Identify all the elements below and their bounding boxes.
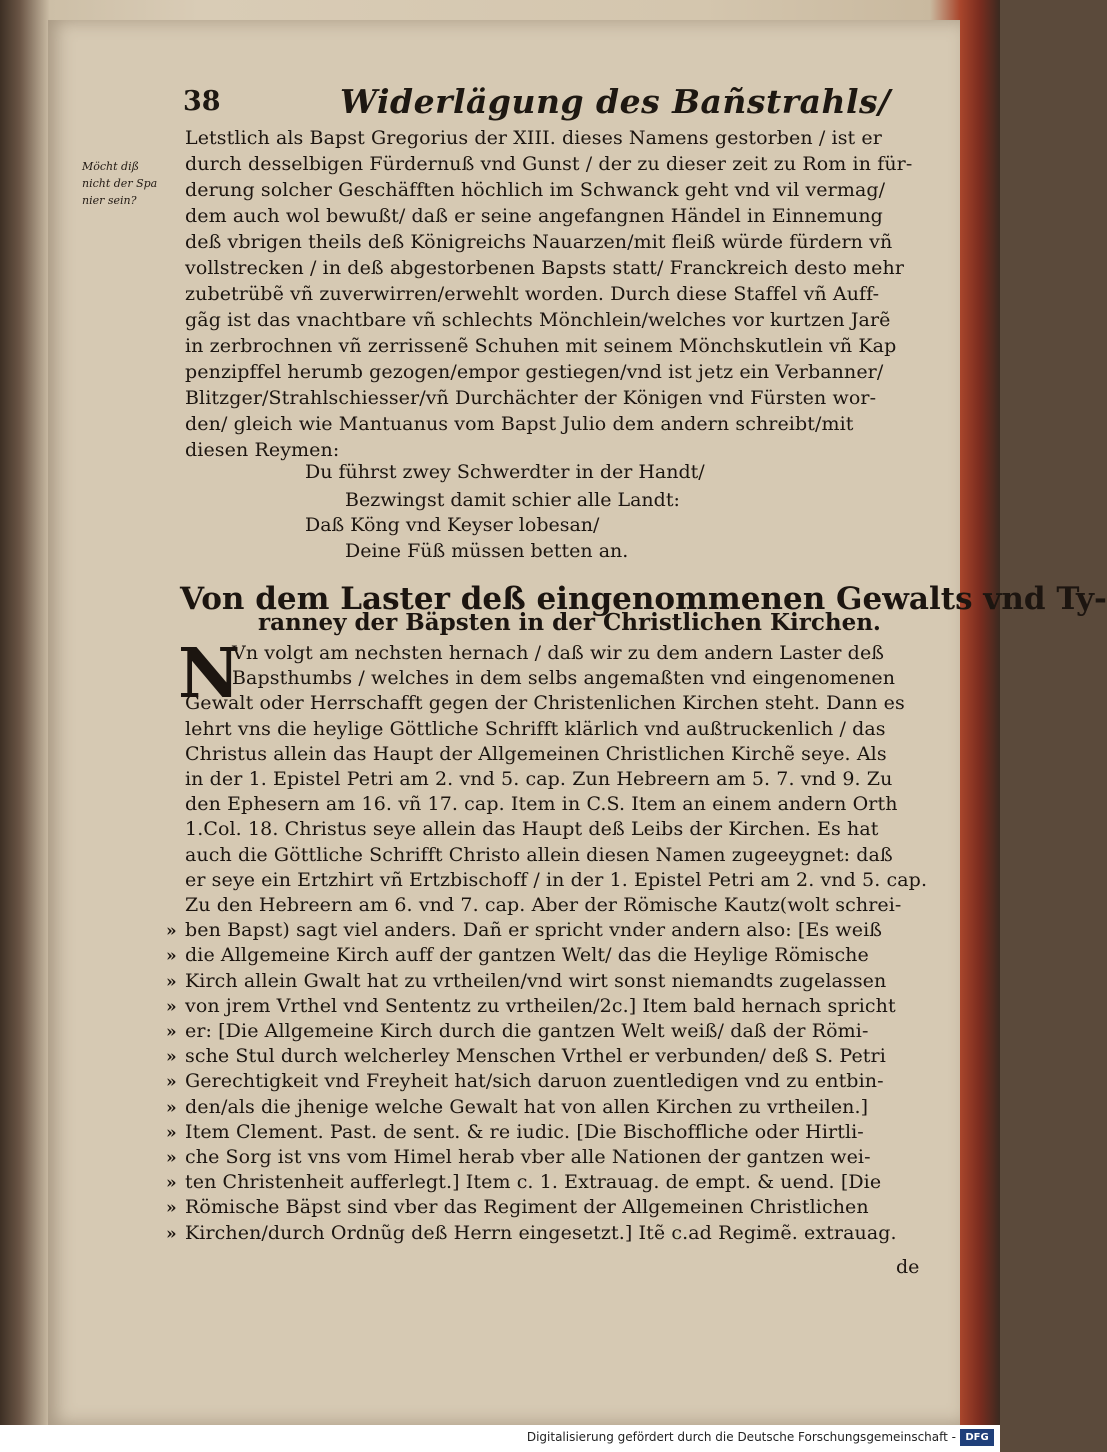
- text-line: die Allgemeine Kirch auff der gantzen Welt/ das die Heylige Römische: [185, 944, 869, 967]
- quote-mark: »: [166, 971, 177, 992]
- text-line: von jrem Vrthel vnd Sententz zu vrtheilen/2c.] Item bald hernach spricht: [185, 994, 896, 1017]
- section-heading-continued: ranney der Bäpsten in der Christlichen Kirchen.: [258, 609, 881, 636]
- text-line: Zu den Hebreern am 6. vnd 7. cap. Aber der Römische Kautz(wolt schrei-: [185, 894, 902, 916]
- quote-mark: »: [166, 1223, 177, 1244]
- margin-note-line: Möcht diß: [82, 160, 139, 173]
- text-line: ten Christenheit aufferlegt.] Item c. 1. Extrauag. de empt. & uend. [Die: [185, 1171, 882, 1194]
- text-line: penzipffel herumb gezogen/empor gestiegen/vnd ist jetz ein Verbanner/: [185, 361, 884, 383]
- text-line: den Ephesern am 16. vñ 17. cap. Item in C.S. Item an einem andern Orth: [185, 793, 898, 816]
- quote-mark: »: [166, 996, 177, 1017]
- quote-mark: »: [166, 1047, 177, 1068]
- quote-mark: »: [166, 946, 177, 967]
- verse-line: Daß Köng vnd Keyser lobesan/: [305, 514, 600, 536]
- margin-note: [82, 158, 166, 209]
- verse-line: Du führst zwey Schwerdter in der Handt/: [305, 461, 705, 483]
- text-line: Christus allein das Haupt der Allgemeinen Christlichen Kirchẽ seye. Als: [185, 742, 887, 765]
- text-line: derung solcher Geschäfften höchlich im Schwanck geht vnd vil vermag/: [185, 179, 886, 201]
- text-line: diesen Reymen:: [185, 439, 340, 461]
- text-line: Vn volgt am nechsten hernach / daß wir zu dem andern Laster deß: [232, 642, 885, 664]
- quote-mark: »: [166, 921, 177, 942]
- quote-mark: »: [166, 1097, 177, 1118]
- text-line: Blitzger/Strahlschiesser/vñ Durchächter der Königen vnd Fürsten wor-: [185, 387, 877, 409]
- text-line: dem auch wol bewußt/ daß er seine angefangnen Händel in Einnemung: [185, 205, 883, 227]
- text-line: ben Bapst) sagt viel anders. Dañ er spricht vnder andern also: [Es weiß: [185, 919, 883, 942]
- text-line: den/ gleich wie Mantuanus vom Bapst Julio dem andern schreibt/mit: [185, 413, 854, 435]
- footer-credit: Digitalisierung gefördert durch die Deutsche Forschungsgemeinschaft -: [526, 1430, 956, 1444]
- text-line: in der 1. Epistel Petri am 2. vnd 5. cap. Zun Hebreern am 5. 7. vnd 9. Zu: [185, 768, 893, 790]
- text-line: Bapsthumbs / welches in dem selbs angemaßten vnd eingenomenen: [232, 667, 896, 690]
- quote-mark: »: [166, 1198, 177, 1219]
- text-line: in zerbrochnen vñ zerrissenẽ Schuhen mit seinem Mönchskutlein vñ Kap: [185, 335, 897, 357]
- text-line: den/als die jhenige welche Gewalt hat von allen Kirchen zu vrtheilen.]: [185, 1095, 869, 1118]
- catchword: de: [896, 1256, 920, 1278]
- margin-note-line: nier sein?: [82, 194, 137, 207]
- quote-mark: »: [166, 1022, 177, 1042]
- text-line: lehrt vns die heylige Göttliche Schrifft klärlich vnd außtruckenlich / das: [185, 717, 886, 740]
- text-line: Item Clement. Past. de sent. & re iudic. [Die Bischoffliche oder Hirtli-: [185, 1120, 864, 1143]
- text-line: durch desselbigen Fürdernuß vnd Gunst / der zu dieser zeit zu Rom in für-: [185, 153, 913, 175]
- verse-line: Bezwingst damit schier alle Landt:: [345, 489, 680, 511]
- text-line: gãg ist das vnachtbare vñ schlechts Mönchlein/welches vor kurtzen Jarẽ: [185, 309, 891, 331]
- text-line: Kirchen/durch Ordnũg deß Herrn eingesetzt.] Itẽ c.ad Regimẽ. extrauag.: [185, 1221, 897, 1244]
- text-line: vollstrecken / in deß abgestorbenen Bapsts statt/ Franckreich desto mehr: [185, 257, 905, 279]
- drop-capital: N: [178, 634, 241, 714]
- quote-mark: »: [166, 1148, 177, 1168]
- text-line: sche Stul durch welcherley Menschen Vrthel er verbunden/ deß S. Petri: [185, 1045, 886, 1068]
- text-line: er: [Die Allgemeine Kirch durch die gantzen Welt weiß/ daß der Römi-: [185, 1020, 869, 1042]
- dfg-logo: DFG: [960, 1429, 994, 1446]
- text-line: 1.Col. 18. Christus seye allein das Haupt deß Leibs der Kirchen. Es hat: [185, 818, 879, 841]
- verse-line: Deine Füß müssen betten an.: [345, 540, 629, 562]
- page-header: [175, 82, 935, 122]
- text-line: Römische Bäpst sind vber das Regiment der Allgemeinen Christlichen: [185, 1196, 869, 1219]
- text-line: Letstlich als Bapst Gregorius der XIII. dieses Namens gestorben / ist er: [185, 127, 882, 149]
- text-line: Kirch allein Gwalt hat zu vrtheilen/vnd wirt sonst niemandts zugelassen: [185, 969, 887, 992]
- running-head: Widerlägung des Bañstrahls/: [340, 82, 891, 121]
- footer-bar: [0, 1425, 1000, 1452]
- quote-mark: »: [166, 1122, 177, 1143]
- page-number: 38: [183, 86, 221, 117]
- quote-mark: »: [166, 1173, 177, 1194]
- text-line: Gerechtigkeit vnd Freyheit hat/sich daruon zuentledigen vnd zu entbin-: [185, 1070, 884, 1093]
- text-line: auch die Göttliche Schrifft Christo allein diesen Namen zugeeygnet: daß: [185, 843, 893, 866]
- text-line: er seye ein Ertzhirt vñ Ertzbischoff / in der 1. Epistel Petri am 2. vnd 5. cap.: [185, 868, 928, 891]
- quote-mark: »: [166, 1072, 177, 1093]
- section-heading: Von dem Laster deß eingenommenen Gewalts vnd Ty-: [180, 581, 1107, 617]
- text-line: zubetrübẽ vñ zuverwirren/erwehlt worden. Durch diese Staffel vñ Auff-: [185, 283, 880, 305]
- text-line: che Sorg ist vns vom Himel herab vber alle Nationen der gantzen wei-: [185, 1146, 871, 1168]
- margin-note-line: nicht der Spa: [82, 177, 158, 190]
- text-line: Gewalt oder Herrschafft gegen der Christenlichen Kirchen steht. Dann es: [185, 692, 905, 715]
- text-line: deß vbrigen theils deß Königreichs Nauarzen/mit fleiß würde fürdern vñ: [185, 231, 893, 253]
